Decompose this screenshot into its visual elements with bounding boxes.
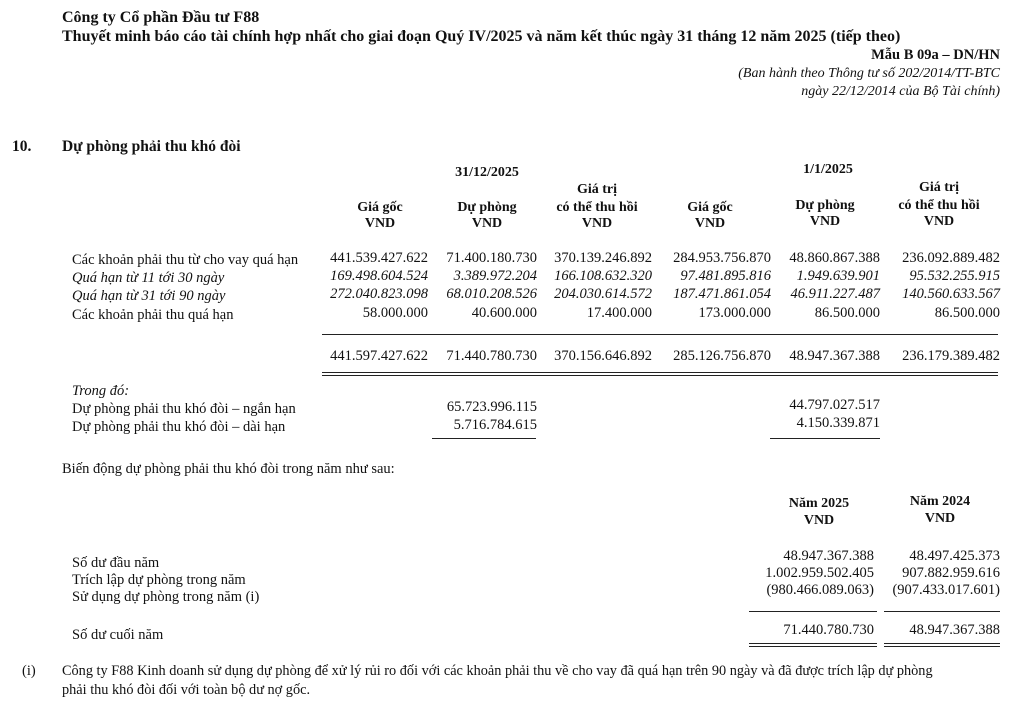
movement-total-double-rule-1	[749, 643, 877, 647]
column-header-4-line2: Giá gốc	[687, 200, 733, 215]
table-row-label: Các khoản phải thu từ cho vay quá hạn	[72, 252, 299, 268]
table-cell: 140.560.633.567	[902, 286, 1000, 302]
of-which-value-2024: 44.797.027.517	[789, 397, 880, 413]
column-header-2-line2: Dự phòng	[457, 200, 517, 215]
movement-col2-unit: VND	[924, 511, 956, 526]
table-row-label: Quá hạn từ 31 tới 90 ngày	[72, 288, 226, 304]
table-cell: 46.911.227.487	[790, 286, 880, 302]
table-total-cell: 48.947.367.388	[789, 348, 880, 364]
movement-value-2025: 1.002.959.502.405	[765, 565, 874, 581]
table-cell: 187.471.861.054	[673, 286, 771, 302]
table-cell: 284.953.756.870	[673, 250, 771, 266]
table-cell: 370.139.246.892	[554, 250, 652, 266]
footnote-marker: (i)	[22, 663, 36, 679]
column-header-6-line2: có thể thu hồi	[898, 198, 980, 213]
table-cell: 441.539.427.622	[330, 250, 428, 266]
table1-total-double-rule	[322, 372, 998, 376]
issued-line-1: (Ban hành theo Thông tư số 202/2014/TT-BTC	[738, 66, 1000, 81]
table-cell: 173.000.000	[698, 305, 771, 321]
table-cell: 272.040.823.098	[330, 286, 428, 302]
movement-subtotal-rule-2	[884, 611, 1000, 612]
column-header-3-line3: VND	[581, 216, 613, 231]
of-which-rule-1	[432, 438, 536, 439]
closing-balance-2025: 71.440.780.730	[783, 622, 874, 638]
report-title: Thuyết minh báo cáo tài chính hợp nhất cho giai đoạn Quý IV/2025 và năm kết thúc ngày 31 tháng 12 năm 2025 (tiếp theo)	[62, 28, 901, 45]
of-which-row-label: Dự phòng phải thu khó đòi – dài hạn	[72, 419, 286, 435]
column-header-1-line2: Giá gốc	[357, 200, 403, 215]
closing-balance-label: Số dư cuối năm	[72, 627, 164, 643]
column-header-3-line1: Giá trị	[576, 182, 618, 197]
movement-value-2024: 48.497.425.373	[909, 548, 1000, 564]
table-cell: 58.000.000	[362, 305, 428, 321]
movement-intro: Biến động dự phòng phải thu khó đòi trong năm như sau:	[62, 461, 395, 477]
period-header-1-1-2025: 1/1/2025	[803, 162, 853, 177]
column-header-1-line3: VND	[364, 216, 396, 231]
movement-row-label: Sử dụng dự phòng trong năm (i)	[72, 589, 260, 605]
table-total-cell: 285.126.756.870	[673, 348, 771, 364]
of-which-value-2024: 4.150.339.871	[796, 415, 880, 431]
movement-row-label: Số dư đầu năm	[72, 555, 160, 571]
column-header-3-line2: có thể thu hồi	[556, 200, 638, 215]
movement-col1-year: Năm 2025	[788, 496, 850, 511]
section-number: 10.	[12, 138, 32, 155]
column-header-2-line3: VND	[471, 216, 503, 231]
table-cell: 1.949.639.901	[796, 268, 880, 284]
table-cell: 86.500.000	[814, 305, 880, 321]
column-header-6-line1: Giá trị	[918, 180, 960, 195]
movement-row-label: Trích lập dự phòng trong năm	[72, 572, 246, 588]
table-cell: 3.389.972.204	[453, 268, 537, 284]
column-header-4-line3: VND	[694, 216, 726, 231]
table-row-label: Quá hạn từ 11 tới 30 ngày	[72, 270, 225, 286]
movement-value-2024: (907.433.017.601)	[892, 582, 1000, 598]
movement-col2-year: Năm 2024	[909, 494, 971, 509]
table-total-cell: 370.156.646.892	[554, 348, 652, 364]
of-which-rule-2	[770, 438, 880, 439]
of-which-value-2025: 5.716.784.615	[453, 417, 537, 433]
table1-subtotal-rule	[322, 334, 998, 335]
movement-subtotal-rule-1	[749, 611, 877, 612]
column-header-6-line3: VND	[923, 214, 955, 229]
closing-balance-2024: 48.947.367.388	[909, 622, 1000, 638]
table-total-cell: 441.597.427.622	[330, 348, 428, 364]
table-cell: 71.400.180.730	[446, 250, 537, 266]
movement-value-2025: 48.947.367.388	[783, 548, 874, 564]
table-total-cell: 236.179.389.482	[902, 348, 1000, 364]
table-cell: 95.532.255.915	[909, 268, 1000, 284]
footnote-line-1: Công ty F88 Kinh doanh sử dụng dự phòng để xử lý rủi ro đối với các khoản phải thu về cho vay đã quá hạn trên 90 ngày và đã được trích lập dự phòng	[62, 663, 933, 679]
table-row-label: Các khoản phải thu quá hạn	[72, 307, 234, 323]
column-header-5-line2: Dự phòng	[795, 198, 855, 213]
table-cell: 166.108.632.320	[554, 268, 652, 284]
movement-value-2025: (980.466.089.063)	[766, 582, 874, 598]
table-cell: 48.860.867.388	[789, 250, 880, 266]
footnote-line-2: phải thu khó đòi đối với toàn bộ dư nợ gốc.	[62, 682, 311, 698]
movement-col1-unit: VND	[803, 513, 835, 528]
table-total-cell: 71.440.780.730	[446, 348, 537, 364]
table-cell: 204.030.614.572	[554, 286, 652, 302]
form-code: Mẫu B 09a – DN/HN	[871, 47, 1000, 63]
table-cell: 17.400.000	[586, 305, 652, 321]
issued-line-2: ngày 22/12/2014 của Bộ Tài chính)	[801, 84, 1000, 99]
of-which-row-label: Dự phòng phải thu khó đòi – ngắn hạn	[72, 401, 296, 417]
table-cell: 86.500.000	[934, 305, 1000, 321]
table-cell: 40.600.000	[471, 305, 537, 321]
movement-value-2024: 907.882.959.616	[902, 565, 1000, 581]
table-cell: 68.010.208.526	[446, 286, 537, 302]
table-cell: 236.092.889.482	[902, 250, 1000, 266]
column-header-5-line3: VND	[809, 214, 841, 229]
of-which-value-2025: 65.723.996.115	[446, 399, 537, 415]
movement-total-double-rule-2	[884, 643, 1000, 647]
table-cell: 97.481.895.816	[680, 268, 771, 284]
company-name: Công ty Cổ phần Đầu tư F88	[62, 9, 260, 26]
section-title: Dự phòng phải thu khó đòi	[62, 138, 241, 155]
of-which-label: Trong đó:	[72, 383, 130, 399]
period-header-31-12-2025: 31/12/2025	[455, 165, 519, 180]
table-cell: 169.498.604.524	[330, 268, 428, 284]
